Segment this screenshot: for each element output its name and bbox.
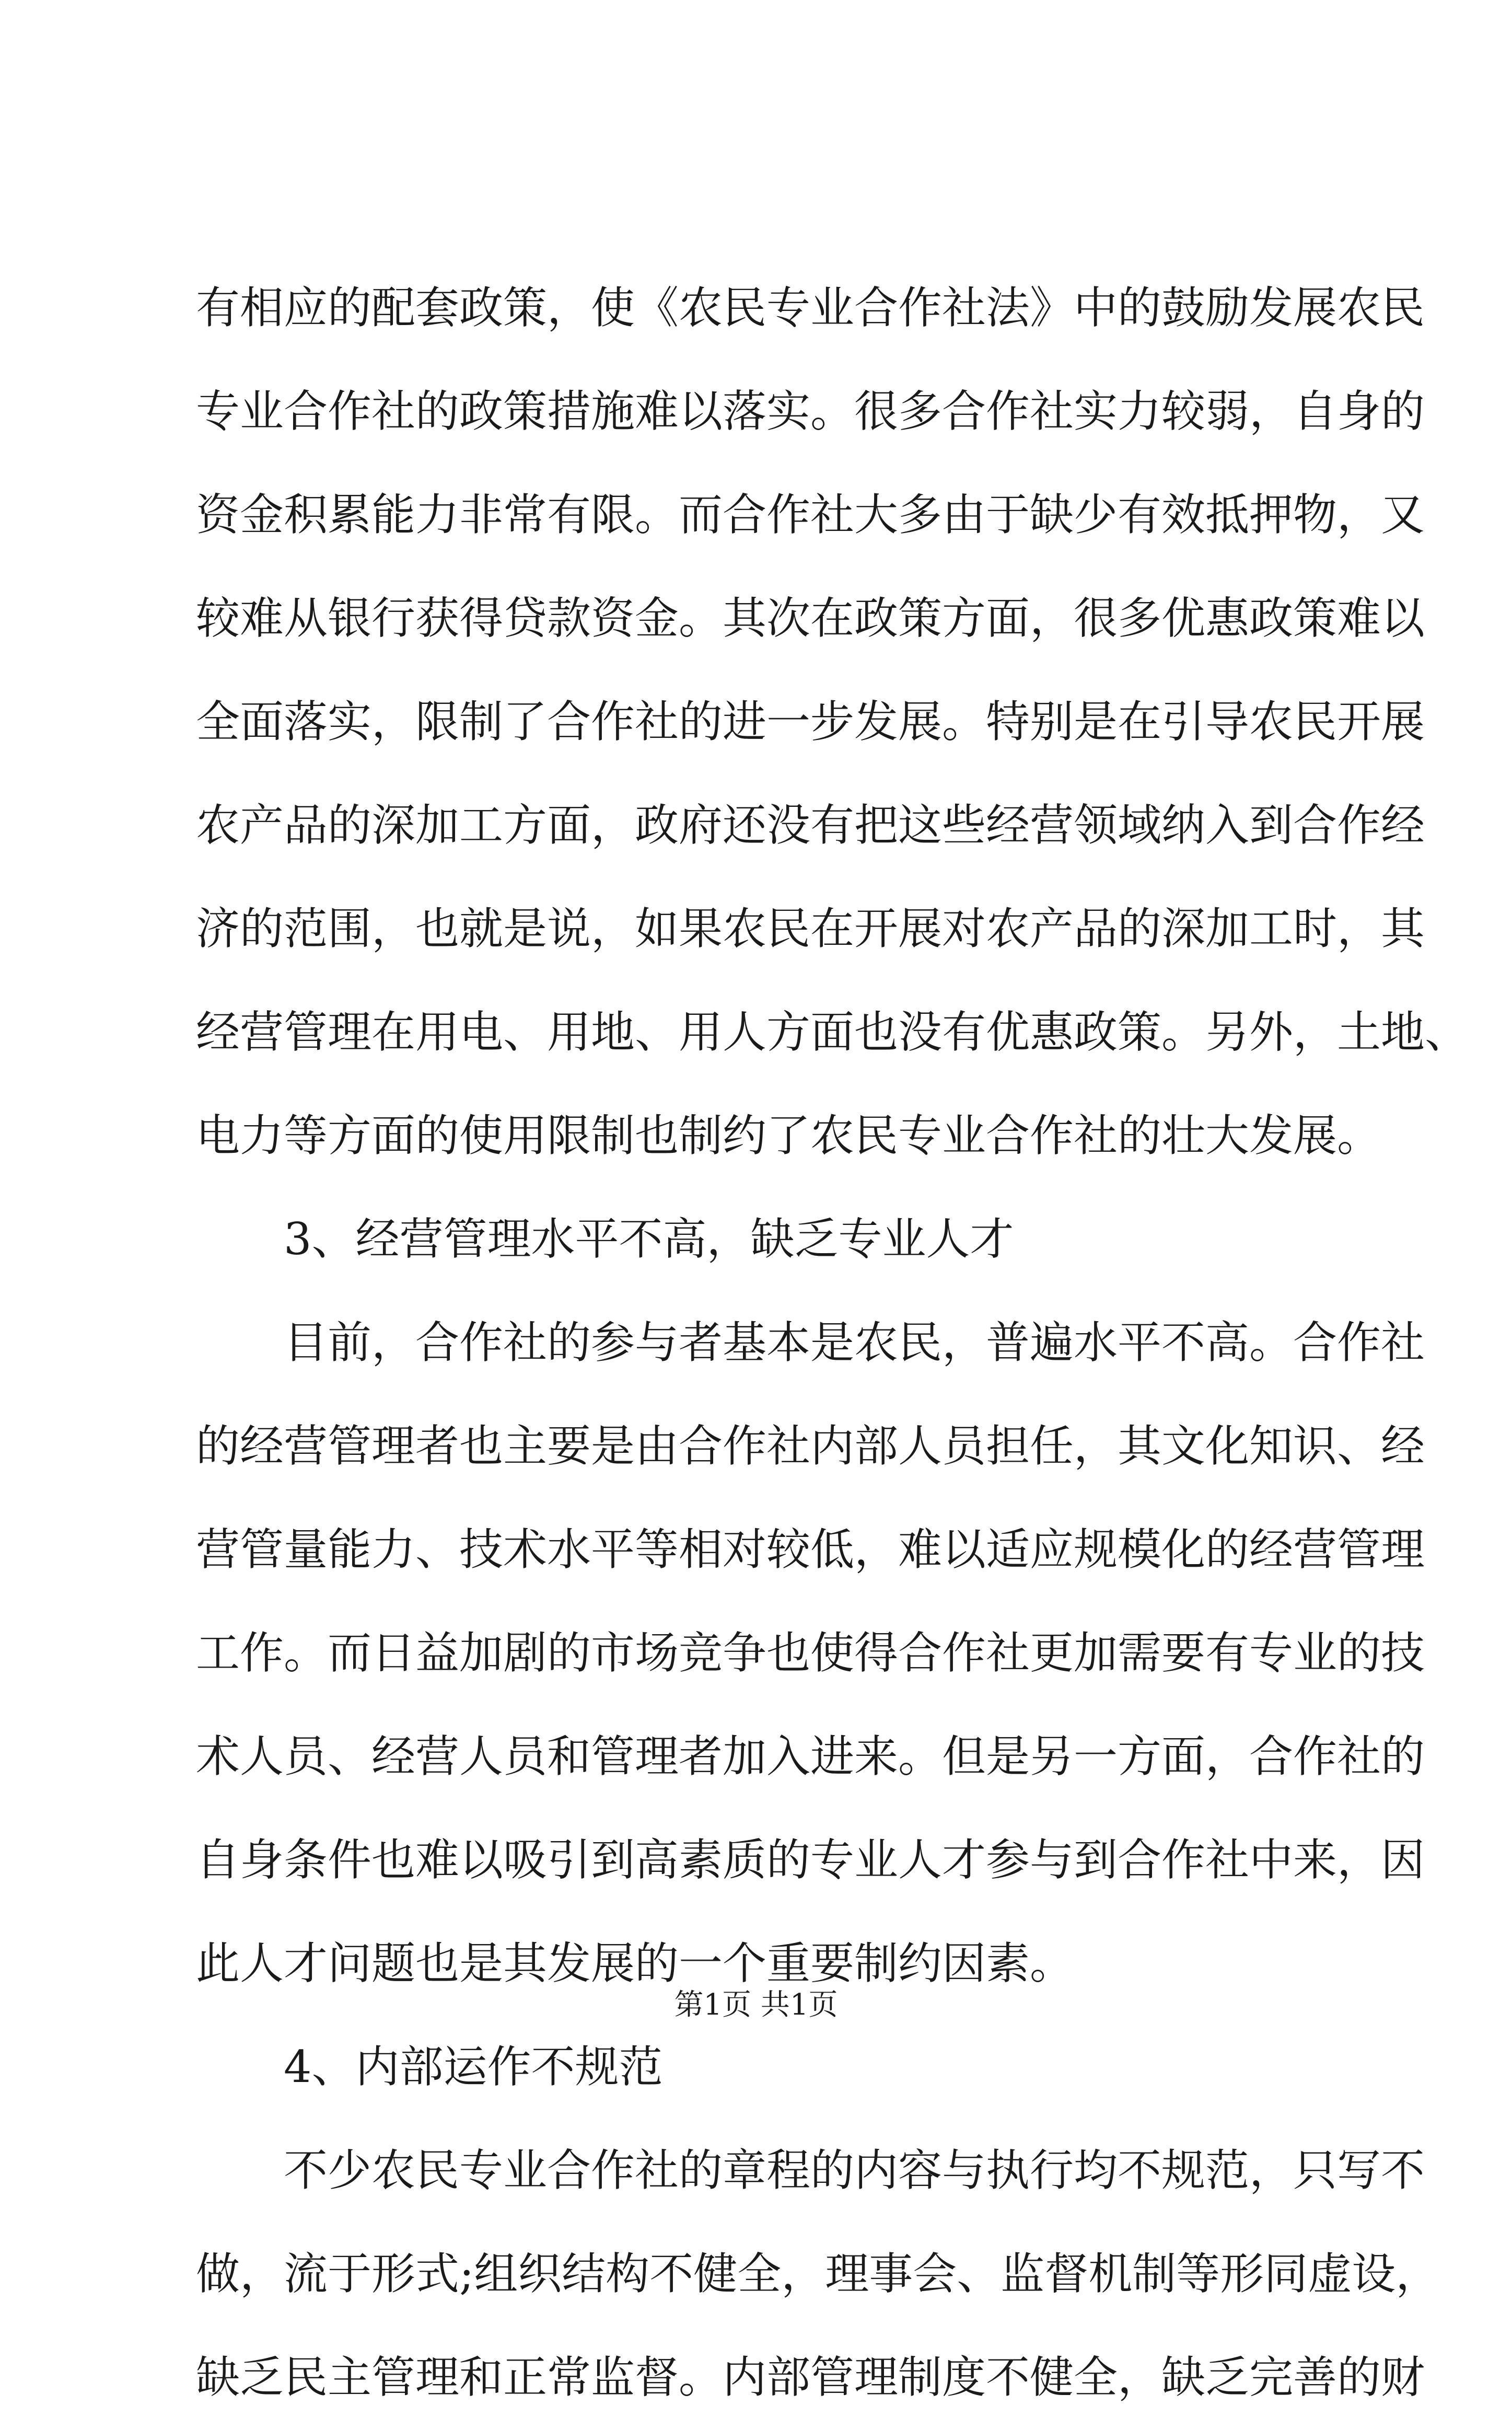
paragraph-line: 资金积累能力非常有限。而合作社大多由于缺少有效抵押物，又 [196,489,1425,540]
paragraph-line: 有相应的配套政策，使《农民专业合作社法》中的鼓励发展农民 [196,282,1425,333]
paragraph-line: 做，流于形式;组织结构不健全，理事会、监督机制等形同虚设， [196,2248,1440,2299]
paragraph-line: 此人才问题也是其发展的一个重要制约因素。 [196,1938,1074,1989]
paragraph-line: 全面落实，限制了合作社的进一步发展。特别是在引导农民开展 [196,696,1425,747]
paragraph-line: 缺乏民主管理和正常监督。内部管理制度不健全，缺乏完善的财 [196,2352,1425,2403]
paragraph-line: 农产品的深加工方面，政府还没有把这些经营领域纳入到合作经 [196,800,1425,851]
document-body [196,256,1469,2429]
paragraph-line: 专业合作社的政策措施难以落实。很多合作社实力较弱，自身的 [196,386,1425,437]
section-heading: 4、内部运作不规范 [284,2041,663,2092]
section-heading: 3、经营管理水平不高，缺乏专业人才 [284,1213,1014,1265]
paragraph-line: 目前，合作社的参与者基本是农民，普遍水平不高。合作社 [284,1317,1425,1368]
paragraph-line: 营管量能力、技术水平等相对较低，难以适应规模化的经营管理 [196,1524,1425,1575]
paragraph-line: 电力等方面的使用限制也制约了农民专业合作社的壮大发展。 [196,1110,1381,1161]
paragraph-line: 术人员、经营人员和管理者加入进来。但是另一方面，合作社的 [196,1731,1425,1782]
paragraph-line: 的经营管理者也主要是由合作社内部人员担任，其文化知识、经 [196,1420,1425,1472]
paragraph-line: 济的范围，也就是说，如果农民在开展对农产品的深加工时，其 [196,903,1425,954]
paragraph-line: 自身条件也难以吸引到高素质的专业人才参与到合作社中来，因 [196,1834,1425,1886]
paragraph-line: 工作。而日益加剧的市场竞争也使得合作社更加需要有专业的技 [196,1627,1425,1679]
paragraph-line: 不少农民专业合作社的章程的内容与执行均不规范，只写不 [284,2145,1425,2196]
page-footer: 第1页 共1页 [674,1988,838,2022]
paragraph-line: 经营管理在用电、用地、用人方面也没有优惠政策。另外，土地、 [196,1007,1469,1058]
paragraph-line: 较难从银行获得贷款资金。其次在政策方面，很多优惠政策难以 [196,593,1425,644]
